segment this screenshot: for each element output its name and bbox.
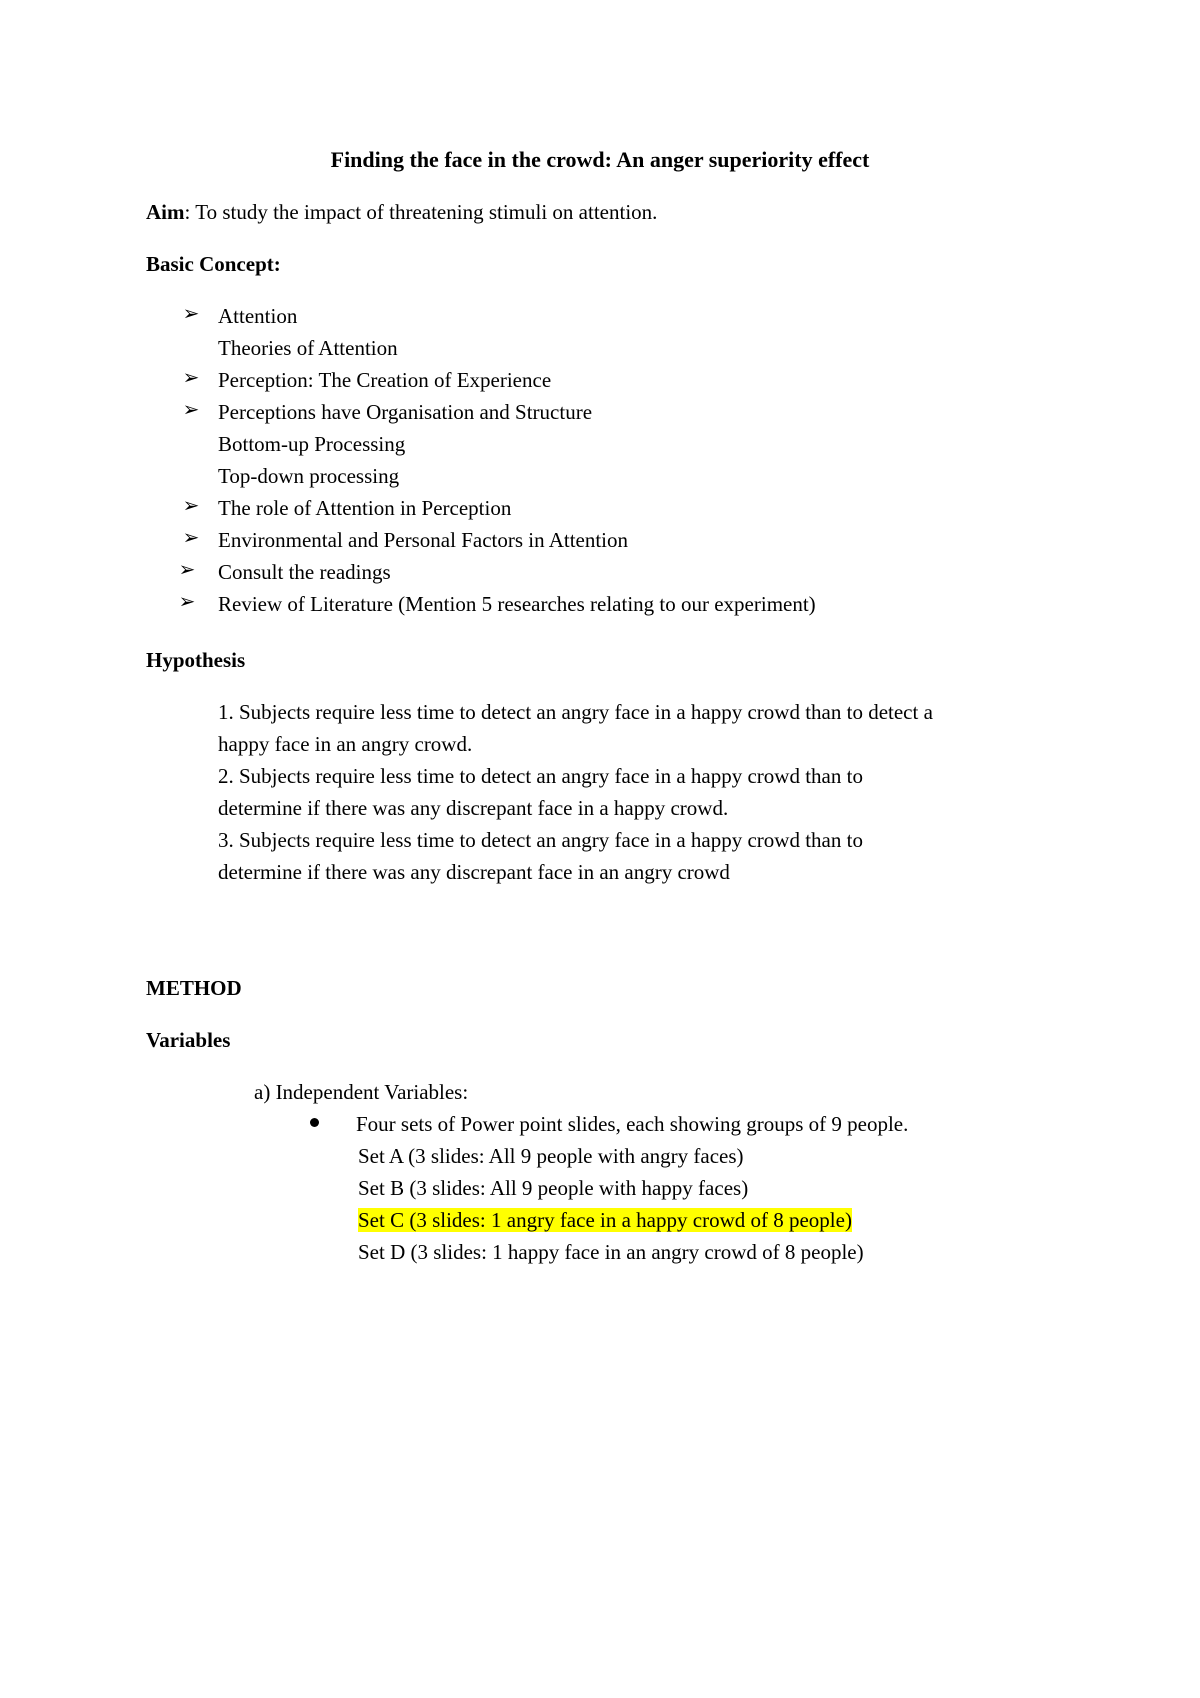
independent-variables-label: a) Independent Variables: [254, 1080, 469, 1104]
arrow-bullet-icon: ➢ [182, 303, 200, 325]
concept-item: Consult the readings [218, 560, 391, 584]
highlighted-text: Set C (3 slides: 1 angry face in a happy crowd of 8 people) [358, 1208, 852, 1232]
concept-item: Attention [218, 304, 298, 328]
arrow-bullet-icon: ➢ [178, 559, 196, 581]
variables-heading: Variables [146, 1028, 231, 1052]
set-line: Set B (3 slides: All 9 people with happy faces) [358, 1176, 749, 1200]
hypothesis-line: 2. Subjects require less time to detect an angry face in a happy crowd than to [218, 764, 863, 788]
method-heading: METHOD [146, 976, 242, 1000]
aim-line [146, 196, 657, 228]
arrow-bullet-icon: ➢ [182, 367, 200, 389]
page-title: Finding the face in the crowd: An anger superiority effect [330, 147, 870, 172]
aim-text: : To study the impact of threatening stimuli on attention. [184, 200, 658, 224]
concept-item: Environmental and Personal Factors in Attention [218, 528, 629, 552]
aim-label: Aim [146, 200, 185, 224]
hypothesis-line: determine if there was any discrepant face in an angry crowd [218, 860, 730, 884]
concept-item: Perception: The Creation of Experience [218, 368, 552, 392]
concept-subitem: Theories of Attention [218, 336, 398, 360]
hypothesis-line: 3. Subjects require less time to detect an angry face in a happy crowd than to [218, 828, 863, 852]
concept-item: The role of Attention in Perception [218, 496, 512, 520]
hypothesis-heading: Hypothesis [146, 648, 246, 672]
basic-concept-heading: Basic Concept: [146, 252, 281, 276]
hypothesis-line: happy face in an angry crowd. [218, 732, 473, 756]
arrow-bullet-icon: ➢ [182, 527, 200, 549]
iv-description: Four sets of Power point slides, each showing groups of 9 people. [356, 1112, 909, 1136]
set-line-highlighted [358, 1204, 852, 1236]
hypothesis-line: determine if there was any discrepant face in a happy crowd. [218, 796, 729, 820]
set-line: Set D (3 slides: 1 happy face in an angry crowd of 8 people) [358, 1240, 864, 1264]
arrow-bullet-icon: ➢ [182, 495, 200, 517]
concept-subitem: Top-down processing [218, 464, 400, 488]
hypothesis-line: 1. Subjects require less time to detect an angry face in a happy crowd than to detect a [218, 700, 933, 724]
concept-item: Perceptions have Organisation and Structure [218, 400, 593, 424]
bullet-dot-icon [310, 1118, 319, 1127]
arrow-bullet-icon: ➢ [178, 591, 196, 613]
concept-item: Review of Literature (Mention 5 researches relating to our experiment) [218, 592, 816, 616]
arrow-bullet-icon: ➢ [182, 399, 200, 421]
concept-subitem: Bottom-up Processing [218, 432, 406, 456]
set-line: Set A (3 slides: All 9 people with angry faces) [358, 1144, 744, 1168]
